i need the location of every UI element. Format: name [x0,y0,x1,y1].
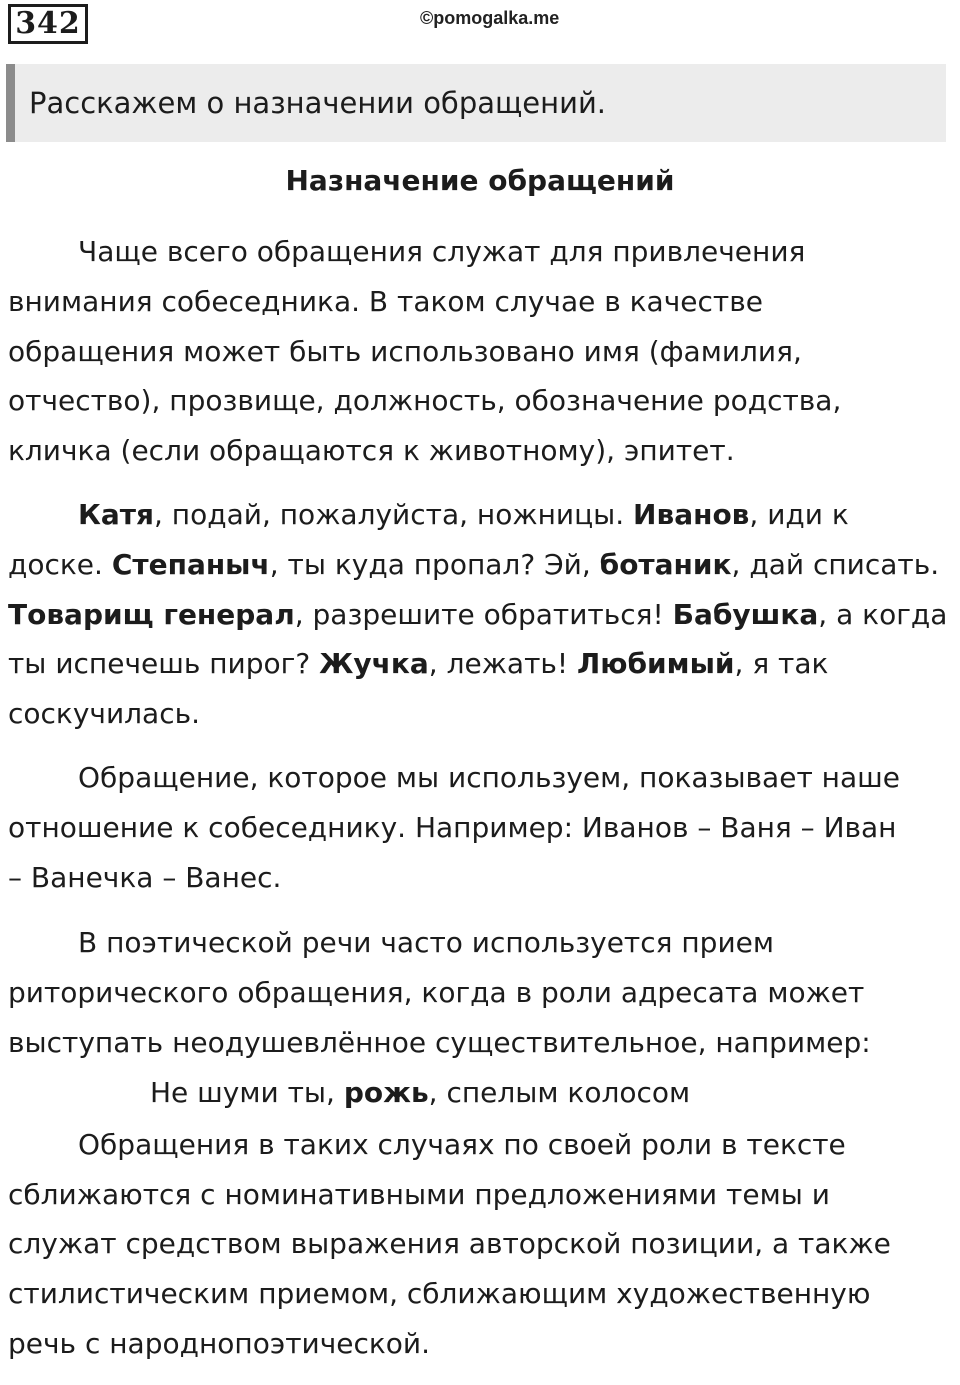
text-line: кличка (если обращаются к животному), эпитет. [8,434,735,468]
text-fragment: соскучилась. [8,697,200,731]
address-word: Любимый [577,647,735,681]
content [8,227,953,1369]
text-line: Чаще всего обращения служат для привлечения [78,235,806,268]
address-word: Катя [78,497,154,531]
text-fragment: , иди к [749,497,849,531]
text-fragment: , а когда [818,597,948,631]
address-word: Степаныч [111,547,270,581]
task-text: Расскажем о назначении обращений. [29,86,607,120]
address-word: рожь [343,1075,429,1109]
text-fragment: , я так [734,647,829,681]
text-line: внимания собеседника. В таком случае в качестве [8,284,763,318]
text-line [8,590,953,640]
text-fragment: , разрешите обратиться! [294,597,673,631]
text-line: сближаются с номинативными предложениями темы и [8,1177,830,1211]
text-line [8,540,953,590]
text-line: служат средством выражения авторской позиции, а также [8,1227,891,1261]
text-fragment: , спелым колосом [428,1075,691,1109]
paragraph-attitude [8,753,953,902]
text-line: отношение к собеседнику. Например: Иванов – Ваня – Иван [8,810,897,844]
paragraph-rhetorical [8,918,953,1067]
address-word: Бабушка [672,597,819,631]
text-line [8,639,953,689]
text-line: выступать неодушевлённое существительное, например: [8,1025,871,1059]
text-line: В поэтической речи часто используется прием [78,926,774,960]
paragraph-purpose [8,227,953,476]
paragraph-role [8,1120,953,1369]
text-fragment: , подай, пожалуйста, ножницы. [154,497,634,531]
text-line: отчество), прозвище, должность, обозначение родства, [8,384,842,418]
address-word: Жучка [319,647,429,681]
text-line: речь с народнопоэтической. [8,1326,431,1360]
text-fragment: Не шуми ты, [150,1075,344,1109]
text-fragment: доске. [8,547,112,581]
text-fragment: , ты куда пропал? Эй, [269,547,600,581]
text-line: обращения может быть использовано имя (фамилия, [8,334,802,368]
text-line [8,490,953,540]
section-heading: Назначение обращений [285,164,675,197]
text-line: Обращения в таких случаях по своей роли в тексте [78,1127,846,1161]
text-line [8,689,953,739]
watermark: ©pomogalka.me [420,8,560,28]
task-number: 342 [8,4,88,44]
text-fragment: , дай списать. [731,547,940,581]
text-line: – Ванечка – Ванес. [8,860,282,894]
text-line: стилистическим приемом, сближающим художественную [8,1277,871,1311]
address-word: Иванов [633,497,750,531]
text-line: Обращение, которое мы используем, показывает наше [78,760,900,794]
text-line: риторического обращения, когда в роли адресата может [8,976,865,1010]
paragraph-examples [8,490,953,739]
text-fragment: , лежать! [428,647,578,681]
task-box [6,64,946,142]
address-word: Товарищ генерал [8,597,295,631]
text-fragment: ты испечешь пирог? [8,647,320,681]
address-word: ботаник [599,547,732,581]
poem-example [8,1068,953,1120]
